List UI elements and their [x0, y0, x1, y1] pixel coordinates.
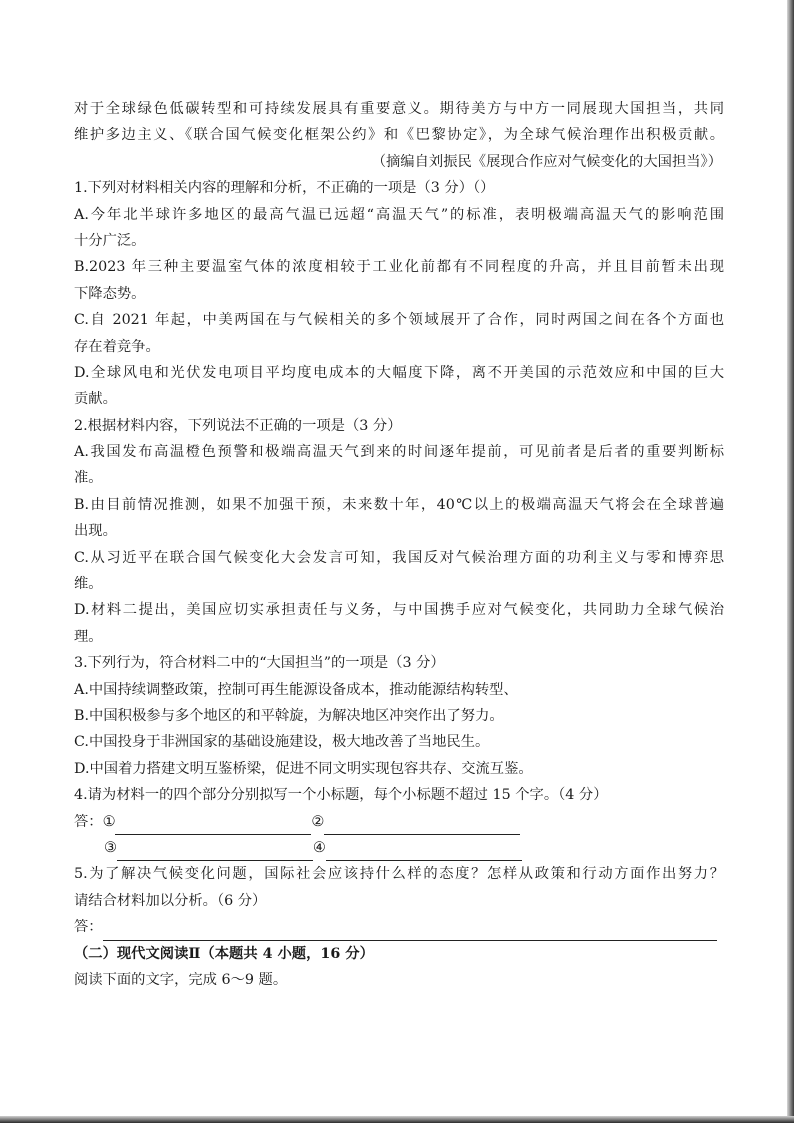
blank-number-1: ① — [102, 813, 116, 830]
answer-blank-1[interactable] — [115, 816, 311, 835]
answer-blank-4[interactable] — [326, 842, 522, 861]
material-text-line: 维护多边主义、《联合国气候变化框架公约》和《巴黎协定》，为全球气候治理作出积极贡献。 — [74, 127, 724, 144]
material-source: （摘编自刘振民《展现合作应对气候变化的大国担当》） — [371, 153, 722, 170]
blank-number-2: ② — [311, 813, 325, 830]
question-2-stem: 2.根据材料内容，下列说法不正确的一项是（3 分） — [74, 417, 402, 434]
question-1-option-a-cont: 十分广泛。 — [74, 232, 146, 249]
answer-blank-2[interactable] — [324, 816, 520, 835]
question-2-option-c: C.从习近平在联合国气候变化大会发言可知，我国反对气候治理方面的功利主义与零和博弈思 — [74, 549, 724, 566]
question-3-option-d: D.中国着力搭建文明互鉴桥梁，促进不同文明实现包容共存、交流互鉴。 — [74, 760, 533, 777]
question-2-option-a-cont: 准。 — [74, 470, 103, 487]
answer-label: 答： — [74, 919, 103, 936]
section-2-instruction: 阅读下面的文字，完成 6～9 题。 — [74, 971, 288, 988]
question-1-option-b: B.2023 年三种主要温室气体的浓度相较于工业化前都有不同程度的升高，并且目前暂未出现 — [74, 259, 724, 276]
question-5-stem-cont: 请结合材料加以分析。（6 分） — [74, 892, 267, 909]
answer-blank-5[interactable] — [103, 922, 717, 941]
question-3-option-c: C.中国投身于非洲国家的基础设施建设，极大地改善了当地民生。 — [74, 734, 490, 751]
question-1-option-c-cont: 存在着竞争。 — [74, 338, 160, 355]
blank-number-3: ③ — [104, 839, 117, 856]
section-2-heading: （二）现代文阅读Ⅱ（本题共 4 小题，16 分） — [74, 945, 374, 962]
question-4-answer-row-2 — [74, 835, 724, 861]
question-4-stem: 4.请为材料一的四个部分分别拟写一个小标题，每个小标题不超过 15 个字。（4 分） — [74, 787, 608, 804]
blank-number-4: ④ — [312, 839, 326, 856]
answer-blank-3[interactable] — [117, 842, 313, 861]
exam-page-content — [74, 96, 724, 993]
question-1-option-d-cont: 贡献。 — [74, 391, 117, 408]
page-edge-shadow-bottom — [0, 1116, 794, 1123]
question-1-option-d: D.全球风电和光伏发电项目平均度电成本的大幅度下降，离不开美国的示范效应和中国的巨大 — [74, 364, 724, 381]
question-4-answer-row-1 — [74, 809, 724, 835]
question-2-option-a: A.我国发布高温橙色预警和极端高温天气到来的时间逐年提前，可见前者是后者的重要判断标 — [74, 444, 724, 461]
question-2-option-d-cont: 理。 — [74, 628, 103, 645]
question-2-option-b-cont: 出现。 — [74, 523, 117, 540]
question-2-option-b: B.由目前情况推测，如果不加强干预，未来数十年，40℃以上的极端高温天气将会在全球普遍 — [74, 496, 724, 513]
question-1-option-a: A.今年北半球许多地区的最高气温已远超“高温天气”的标准，表明极端高温天气的影响范围 — [74, 206, 724, 223]
question-1-stem: 1.下列对材料相关内容的理解和分析，不正确的一项是（3 分）（） — [74, 180, 495, 197]
question-2-option-c-cont: 维。 — [74, 576, 103, 593]
question-1-option-b-cont: 下降态势。 — [74, 285, 146, 302]
question-3-stem: 3.下列行为，符合材料二中的“大国担当”的一项是（3 分） — [74, 655, 445, 672]
question-5-stem: 5.为了解决气候变化问题，国际社会应该持什么样的态度？怎样从政策和行动方面作出努力？ — [74, 866, 724, 883]
question-5-answer-row — [74, 914, 724, 940]
page-edge-shadow-right — [787, 0, 794, 1123]
question-3-option-b: B.中国积极参与多个地区的和平斡旋，为解决地区冲突作出了努力。 — [74, 707, 504, 724]
question-2-option-d: D.材料二提出，美国应切实承担责任与义务，与中国携手应对气候变化，共同助力全球气候治 — [74, 602, 724, 619]
material-text-line: 对于全球绿色低碳转型和可持续发展具有重要意义。期待美方与中方一同展现大国担当，共同 — [74, 101, 724, 117]
answer-label: 答： — [74, 813, 103, 830]
question-1-option-c: C.自 2021 年起，中美两国在与气候相关的多个领域展开了合作，同时两国之间在各个方面也 — [74, 312, 724, 329]
question-3-option-a: A.中国持续调整政策，控制可再生能源设备成本，推动能源结构转型、 — [74, 681, 518, 698]
